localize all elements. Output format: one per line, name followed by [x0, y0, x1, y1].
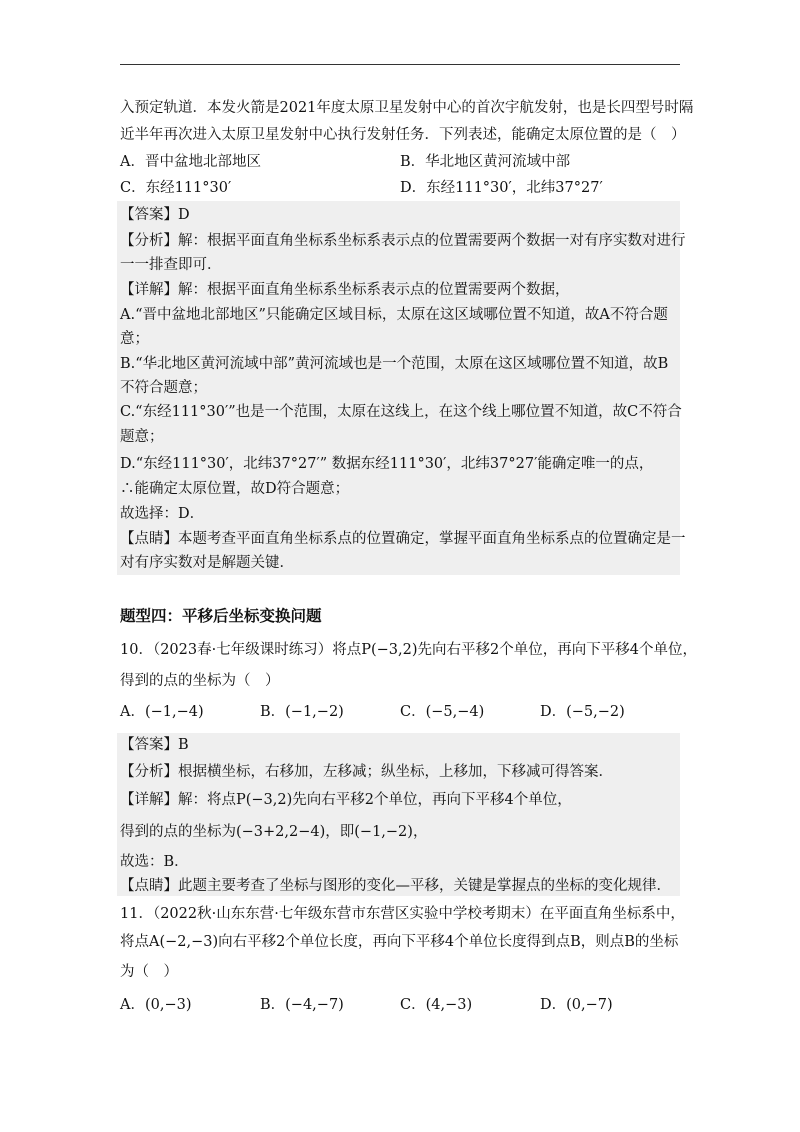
q9-detail-a-2: 意；: [120, 331, 149, 347]
q9-option-b: B．华北地区黄河流域中部: [400, 154, 571, 170]
q10-option-d: D．(−5,−2): [540, 704, 625, 720]
q10-option-c: C．(−5,−4): [400, 704, 485, 720]
q10-choose: 故选：B．: [120, 854, 189, 870]
q9-option-c: C．东经111°30′: [120, 180, 232, 196]
q11-option-a: A．(0,−3): [120, 997, 192, 1013]
q10-option-b: B．(−1,−2): [260, 704, 344, 720]
q9-option-a: A．晋中盆地北部地区: [120, 154, 261, 170]
q10-stem-line-1: 10．（2023春·七年级课时练习）将点P(−3,2)先向右平移2个单位，再向下平移4个单位，: [120, 642, 697, 658]
q11-stem-line-2: 将点A(−2,−3)向右平移2个单位长度，再向下平移4个单位长度得到点B，则点B的坐标: [120, 934, 679, 950]
q11-stem-line-3: 为（ ）: [120, 964, 178, 980]
q9-detail-1: 【详解】解：根据平面直角坐标系坐标系表示点的位置需要两个数据，: [120, 282, 570, 298]
q9-detail-c-2: 题意；: [120, 429, 164, 445]
q10-option-a: A．(−1,−4): [120, 704, 204, 720]
section-heading: 题型四：平移后坐标变换问题: [120, 606, 322, 625]
q9-analysis-1: 【分析】解：根据平面直角坐标系坐标系表示点的位置需要两个数据一对有序实数对进行: [120, 233, 686, 249]
q9-comment-2: 对有序实数对是解题关键．: [120, 555, 294, 571]
q10-answer: 【答案】B: [120, 737, 189, 753]
q9-analysis-2: 一一排查即可．: [120, 257, 222, 273]
q10-detail-1: 【详解】解：将点P(−3,2)先向右平移2个单位，再向下平移4个单位，: [120, 792, 572, 808]
q9-detail-a-1: A.“晋中盆地北部地区”只能确定区域目标，太原在这区域哪位置不知道，故A不符合题: [120, 307, 668, 323]
q11-option-d: D．(0,−7): [540, 997, 613, 1013]
q9-detail-b-2: 不符合题意；: [120, 380, 207, 396]
q9-comment-1: 【点睛】本题考查平面直角坐标系点的位置确定，掌握平面直角坐标系点的位置确定是一: [120, 531, 686, 547]
q9-detail-d-2: ∴能确定太原位置，故D符合题意；: [120, 481, 350, 497]
q10-detail-2: 得到的点的坐标为(−3+2,2−4)，即(−1,−2)，: [120, 824, 428, 840]
q9-stem-line-2: 近半年再次进入太原卫星发射中心执行发射任务．下列表述，能确定太原位置的是（ ）: [120, 127, 686, 143]
q9-option-d: D．东经111°30′，北纬37°27′: [400, 180, 603, 196]
q10-stem-line-2: 得到的点的坐标为（ ）: [120, 673, 280, 689]
q9-detail-c-1: C.“东经111°30′”也是一个范围，太原在这线上，在这个线上哪位置不知道，故C不符合: [120, 404, 682, 420]
q11-stem-line-1: 11．（2022秋·山东东营·七年级东营市东营区实验中学校考期末）在平面直角坐标系中，: [120, 906, 685, 922]
q9-stem-line-1: 入预定轨道．本发火箭是2021年度太原卫星发射中心的首次宇航发射，也是长四型号时隔: [120, 100, 694, 116]
q9-answer: 【答案】D: [120, 207, 190, 223]
q9-detail-b-1: B.“华北地区黄河流域中部”黄河流域也是一个范围，太原在这区域哪位置不知道，故B: [120, 356, 669, 372]
q11-option-c: C．(4,−3): [400, 997, 473, 1013]
q10-comment: 【点睛】此题主要考查了坐标与图形的变化—平移，关键是掌握点的坐标的变化规律．: [120, 878, 671, 894]
q10-solution-box: [117, 733, 680, 896]
q9-choose: 故选择：D．: [120, 506, 205, 522]
q11-option-b: B．(−4,−7): [260, 997, 344, 1013]
q9-solution-box: [117, 201, 686, 575]
header-rule: [120, 64, 680, 65]
q10-analysis: 【分析】根据横坐标，右移加，左移减；纵坐标，上移加，下移减可得答案．: [120, 764, 613, 780]
q9-detail-d-1: D.“东经111°30′，北纬37°27′” 数据东经111°30′，北纬37°27′能确定唯一的点，: [120, 456, 654, 472]
